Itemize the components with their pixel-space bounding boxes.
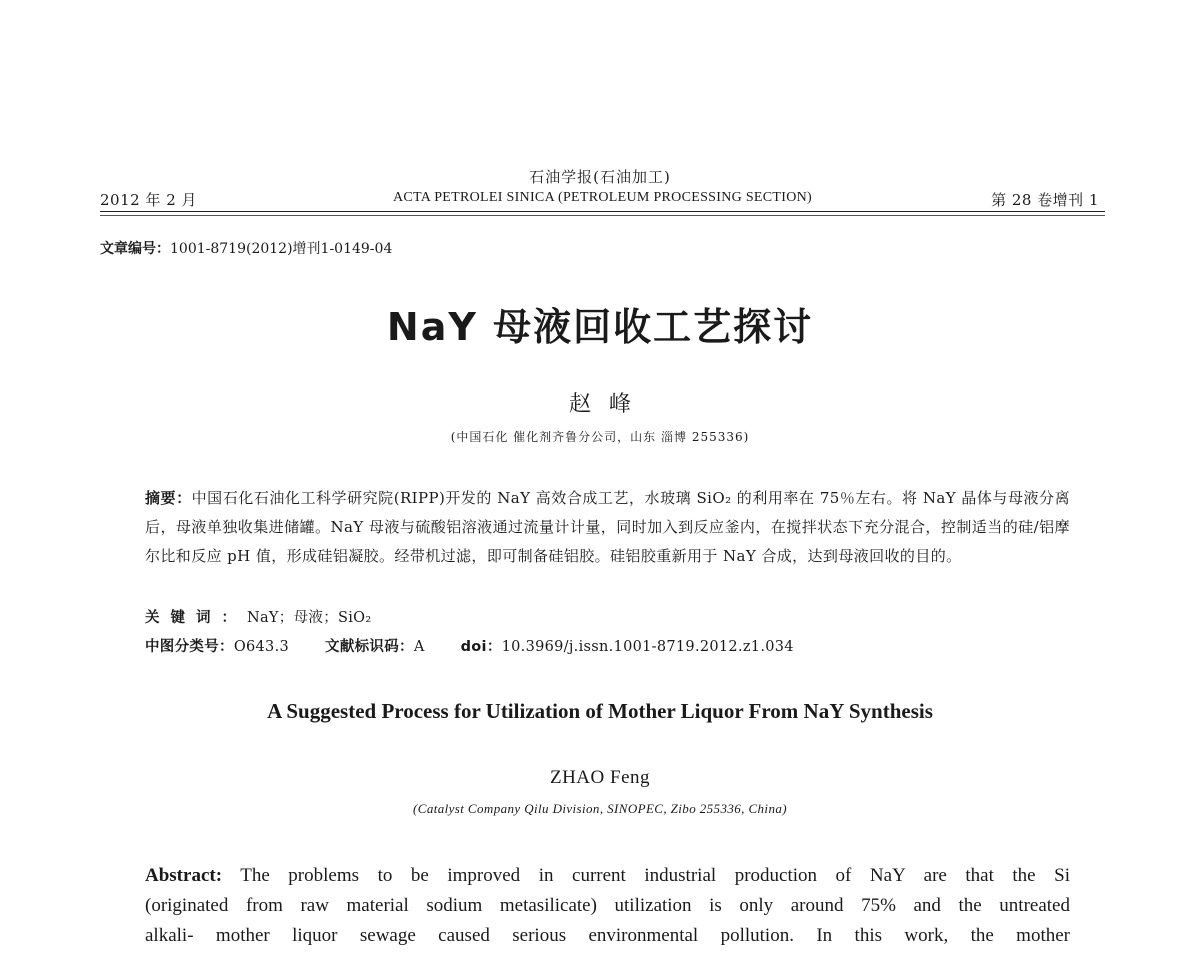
journal-name-cn: 石油学报(石油加工) (529, 168, 671, 186)
issue-date: 2012 年 2 月 (100, 191, 198, 209)
keywords (145, 606, 371, 627)
doi-label: doi： (460, 639, 502, 655)
doc-code-value: A (413, 639, 425, 655)
abstract-en-label: Abstract: (145, 865, 223, 886)
abstract-en (145, 861, 1070, 951)
abstract-en-line: (originated from raw material sodium metasilicate) utilization is only around 75% and the untreated (145, 895, 1070, 916)
header-rule-thin (100, 215, 1105, 216)
affiliation-cn: (中国石化 催化剂齐鲁分公司，山东 淄博 255336) (450, 430, 750, 444)
abstract-en-text: The problems to be improved in current industrial production of NaY are that the Si (222, 865, 1070, 886)
author-cn: 赵峰 (568, 392, 649, 417)
clc-label: 中图分类号： (145, 639, 234, 655)
doi-value: 10.3969/j.issn.1001-8719.2012.z1.034 (501, 639, 794, 655)
abstract-en-line: alkali- mother liquor sewage caused serious environmental pollution. In this work, the mother (145, 925, 1070, 946)
running-header (100, 189, 1105, 211)
classification-row (145, 635, 794, 656)
abstract-cn-label: 摘要： (145, 489, 192, 507)
keywords-value: NaY；母液；SiO₂ (247, 610, 372, 626)
journal-name-en: ACTA PETROLEI SINICA (PETROLEUM PROCESSING SECTION) (392, 190, 813, 205)
paper-title-cn: NaY 母液回收工艺探讨 (386, 305, 814, 349)
affiliation-en: (Catalyst Company Qilu Division, SINOPEC, Zibo 255336, China) (413, 801, 787, 816)
paper-title-en: A Suggested Process for Utilization of Mother Liquor From NaY Synthesis (267, 699, 933, 723)
clc-value: O643.3 (233, 639, 290, 655)
author-en: ZHAO Feng (549, 767, 651, 788)
doc-code-label: 文献标识码： (325, 639, 414, 655)
article-number-value: 1001-8719(2012)增刊1-0149-04 (170, 241, 393, 257)
volume-issue: 第 28 卷增刊 1 (991, 191, 1099, 209)
article-number (100, 238, 392, 258)
abstract-en-line (145, 861, 1070, 891)
keywords-label: 关键词： (145, 610, 247, 626)
abstract-cn (145, 484, 1070, 571)
article-number-label: 文章编号： (100, 241, 170, 257)
abstract-cn-text: 中国石化石油化工科学研究院(RIPP)开发的 NaY 高效合成工艺，水玻璃 SiO₂ 的利用率在 75％左右。将 NaY 晶体与母液分离后，母液单独收集进储罐。NaY 母液与硫酸铝溶液通过流量计计量，同时加入到反应釜内，在搅拌状态下充分混合，控制适当的硅/铝摩尔比和反应 pH 值，形成硅铝凝胶。经带机过滤，即可制备硅铝胶。硅铝胶重新用于 NaY 合成，达到母液回收的目的。 (145, 489, 1071, 565)
header-rule (100, 211, 1105, 212)
